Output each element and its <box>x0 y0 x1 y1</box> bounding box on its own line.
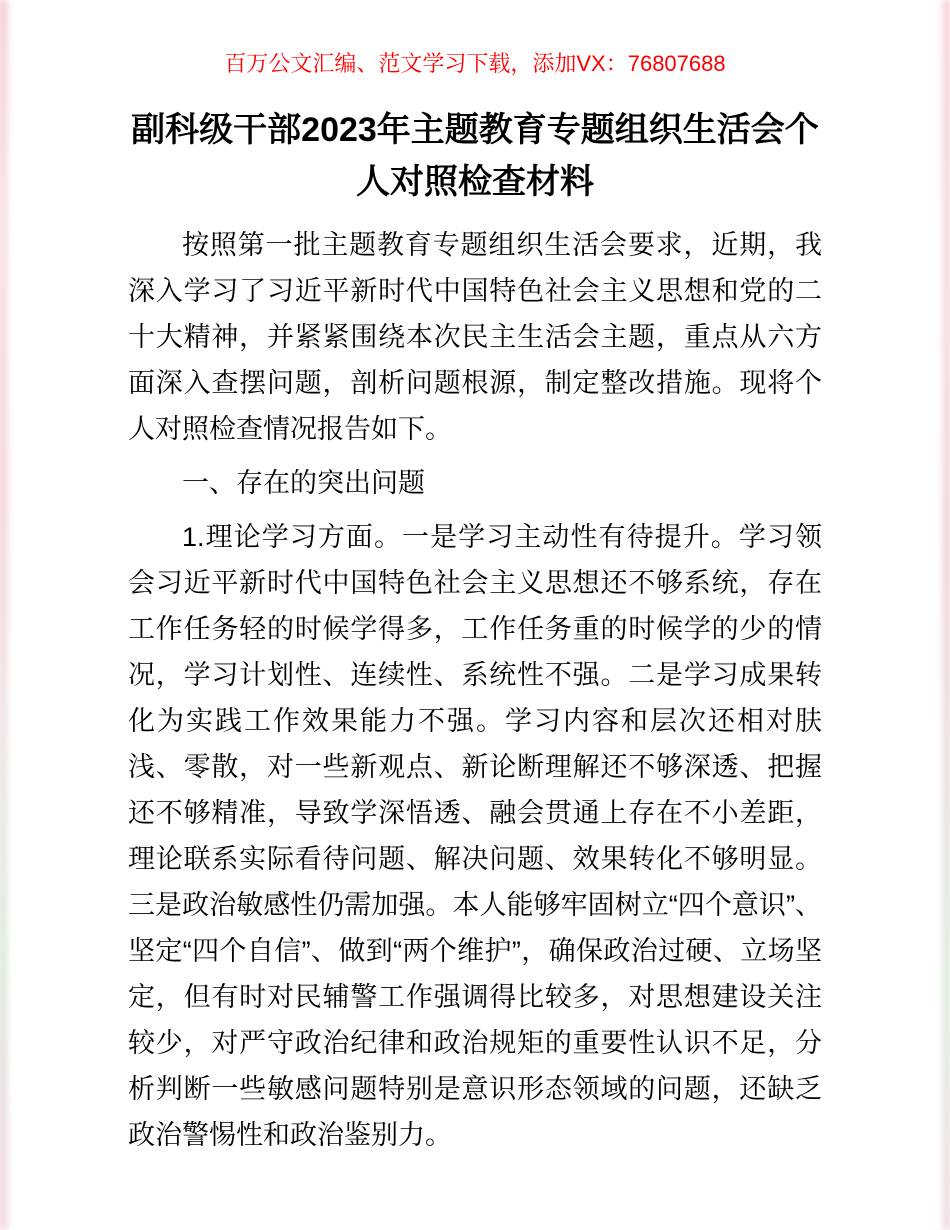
paragraph-intro: 按照第一批主题教育专题组织生活会要求，近期，我深入学习了习近平新时代中国特色社会主义思想和党的二十大精神，并紧紧围绕本次民主生活会主题，重点从六方面深入查摆问题，剖析问题根源，制定整改措施。现将个人对照检查情况报告如下。 <box>128 230 822 444</box>
paragraph-theory-study: 1.理论学习方面。一是学习主动性有待提升。学习领会习近平新时代中国特色社会主义思想还不够系统，存在工作任务轻的时候学得多，工作任务重的时候学的少的情况，学习计划性、连续性、系统性不强。二是学习成果转化为实践工作效果能力不强。学习内容和层次还相对肤浅、零散，对一些新观点、新论断理解还不够深透、把握还不够精准，导致学深悟透、融会贯通上存在不小差距，理论联系实际看待问题、解决问题、效果转化不够明显。三是政治敏感性仍需加强。本人能够牢固树立“四个意识”、坚定“四个自信”、做到“两个维护”，确保政治过硬、立场坚定，但有时对民辅警工作强调得比较多，对思想建设关注较少，对严守政治纪律和政治规矩的重要性认识不足，分析判断一些敏感问题特别是意识形态领域的问题，还缺乏政治警惕性和政治鉴别力。 <box>128 522 822 1150</box>
section-heading-problems: 一、存在的突出问题 <box>182 468 425 498</box>
promo-notice: 百万公文汇编、范文学习下载，添加VX：76807688 <box>224 51 726 76</box>
document-content <box>0 50 950 1158</box>
document-title: 副科级干部2023年主题教育专题组织生活会个人对照检查材料 <box>131 111 819 201</box>
